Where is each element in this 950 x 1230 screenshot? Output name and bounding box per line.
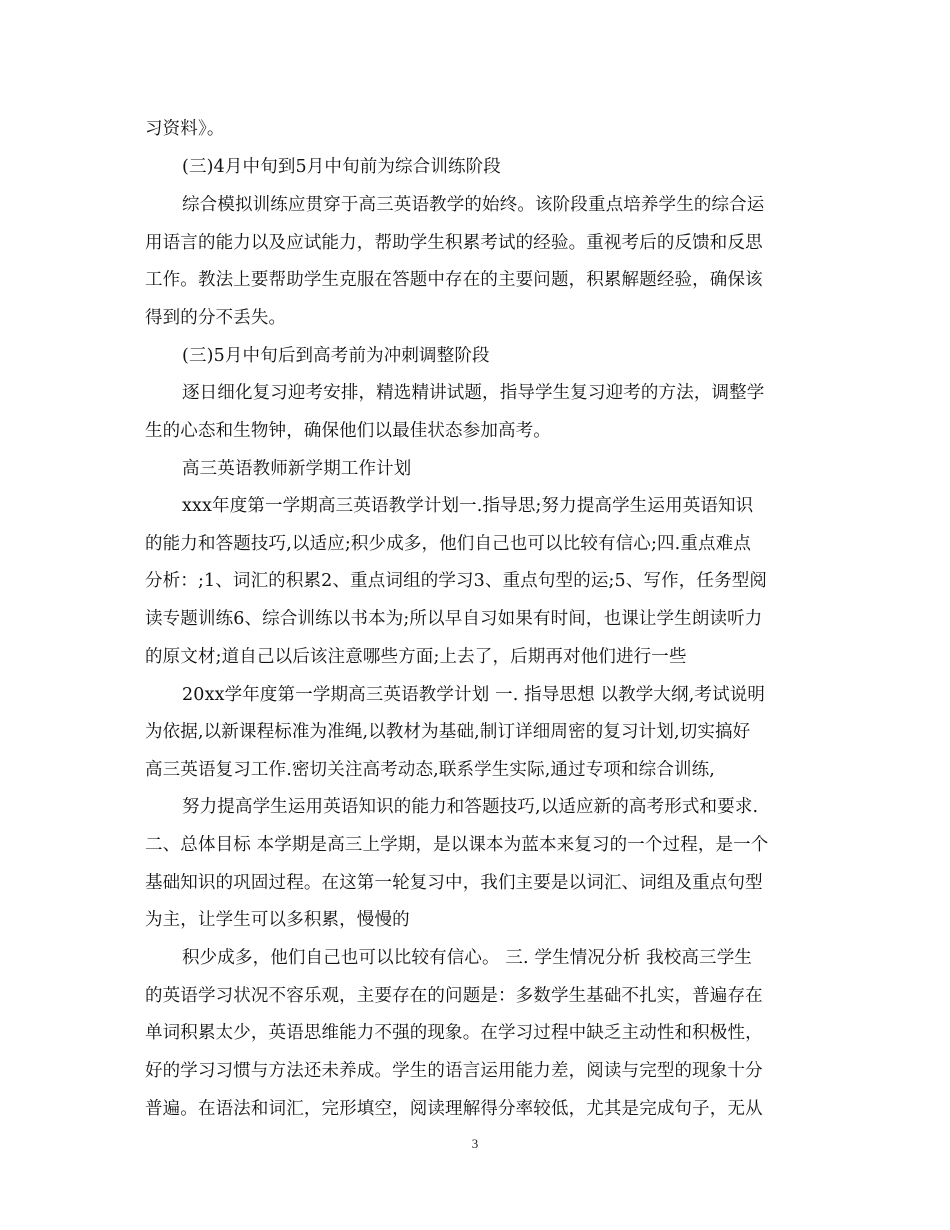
text-line: 为依据,以新课程标准为准绳,以教材为基础,制订详细周密的复习计划,切实搞好 [145, 722, 751, 742]
text-line: 单词积累太少，英语思维能力不强的现象。在学习过程中缺乏主动性和积极性， [145, 1023, 763, 1043]
section-title: 高三英语教师新学期工作计划 [182, 459, 412, 479]
text-line: 习资料》。 [145, 119, 225, 139]
text-line: 综合模拟训练应贯穿于高三英语教学的始终。该阶段重点培养学生的综合运 [182, 195, 765, 215]
text-line: 为主，让学生可以多积累，慢慢的 [145, 910, 410, 930]
text-line: 生的心态和生物钟，确保他们以最佳状态参加高考。 [145, 421, 551, 441]
section-heading: (三)5月中旬后到高考前为冲刺调整阶段 [182, 346, 490, 366]
text-line: 高三英语复习工作.密切关注高考动态,联系学生实际,通过专项和综合训练, [145, 760, 715, 780]
text-line: 努力提高学生运用英语知识的能力和答题技巧,以适应新的高考形式和要求. [182, 797, 759, 817]
section-heading: (三)4月中旬到5月中旬前为综合训练阶段 [182, 157, 501, 177]
text-line: xxx年度第一学期高三英语教学计划一.指导思;努力提高学生运用英语知识 [182, 496, 754, 516]
text-line: 普遍。在语法和词汇，完形填空，阅读理解得分率较低，尤其是完成句子，无从 [145, 1099, 763, 1119]
text-line: 分析：;1、词汇的积累2、重点词组的学习3、重点句型的运;5、写作，任务型阅 [145, 571, 768, 591]
page-number: 3 [471, 1136, 479, 1151]
text-line: 基础知识的巩固过程。在这第一轮复习中，我们主要是以词汇、词组及重点句型 [145, 873, 763, 893]
text-line: 得到的分不丢失。 [145, 308, 287, 328]
text-line: 20xx学年度第一学期高三英语教学计划 一. 指导思想 以教学大纲,考试说明 [182, 685, 766, 705]
text-line: 二、总体目标 本学期是高三上学期，是以课本为蓝本来复习的一个过程，是一个 [145, 835, 769, 855]
text-line: 用语言的能力以及应试能力，帮助学生积累考试的经验。重视考后的反馈和反思 [145, 233, 763, 253]
text-line: 的英语学习状况不容乐观，主要存在的问题是：多数学生基础不扎实，普遍存在 [145, 986, 763, 1006]
text-line: 逐日细化复习迎考安排，精选精讲试题，指导学生复习迎考的方法，调整学 [182, 383, 765, 403]
text-line: 工作。教法上要帮助学生克服在答题中存在的主要问题，积累解题经验，确保该 [145, 270, 763, 290]
text-line: 读专题训练6、综合训练以书本为;所以早自习如果有时间，也课让学生朗读听力 [145, 609, 763, 629]
text-line: 的原文材;道自己以后该注意哪些方面;上去了，后期再对他们进行一些 [145, 647, 687, 667]
text-line: 好的学习习惯与方法还未养成。学生的语言运用能力差，阅读与完型的现象十分 [145, 1061, 763, 1081]
text-line: 的能力和答题技巧,以适应;积少成多，他们自己也可以比较有信心;四.重点难点 [145, 534, 751, 554]
text-line: 积少成多，他们自己也可以比较有信心。 三. 学生情况分析 我校高三学生 [182, 948, 752, 968]
